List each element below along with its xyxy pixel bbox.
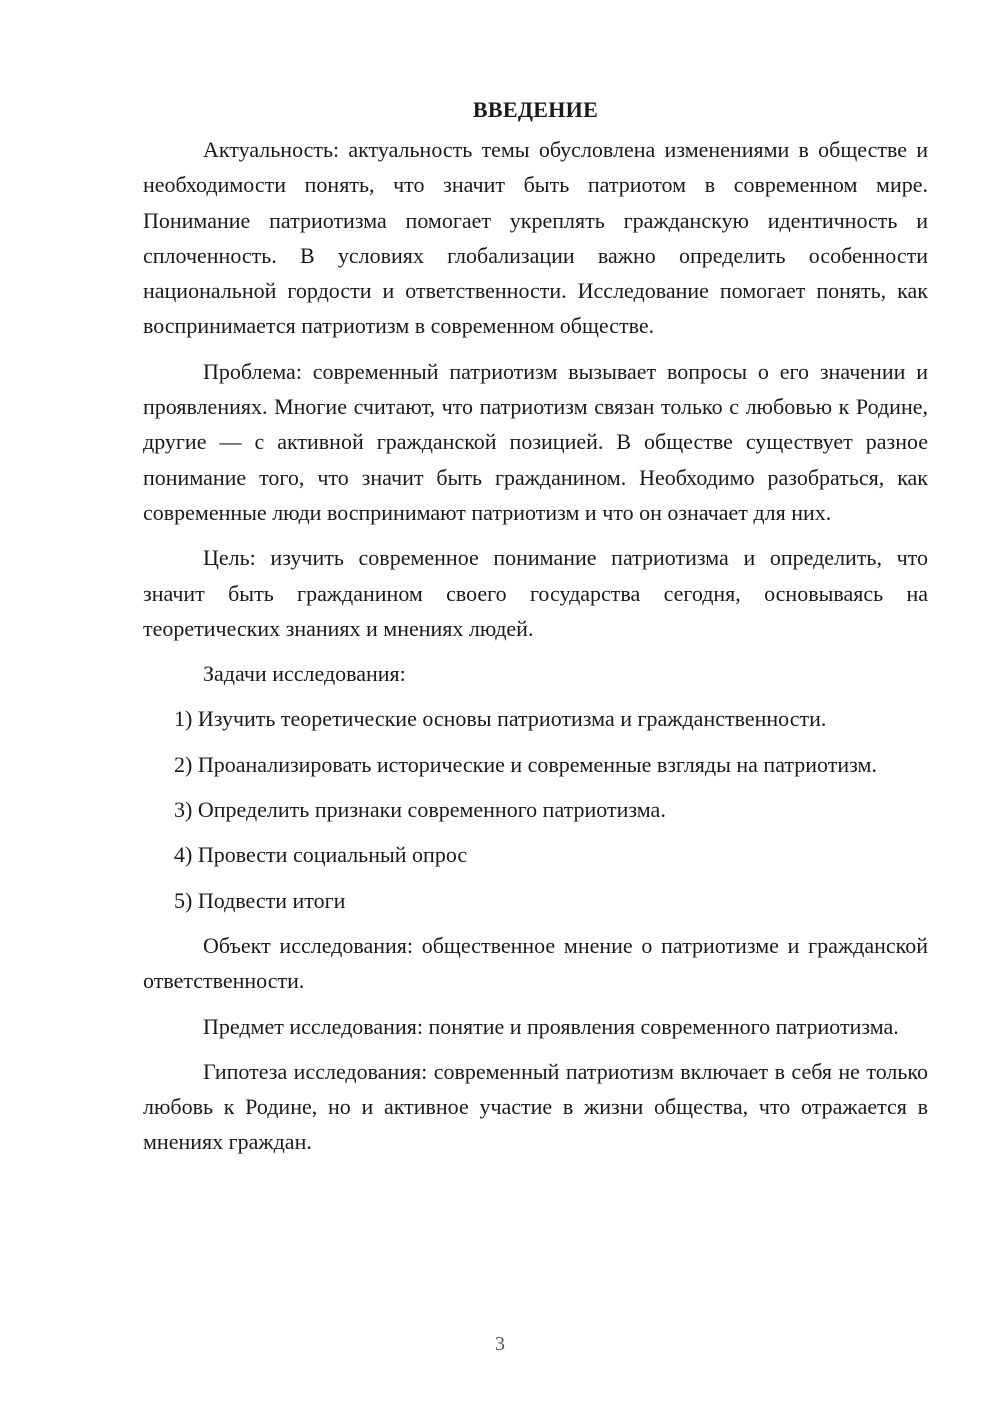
section-title: ВВЕДЕНИЕ — [472, 97, 599, 122]
task-item-5: 5) Подвести итоги — [174, 887, 346, 913]
tasks-heading: Задачи исследования: — [203, 661, 406, 687]
object-paragraph: Объект исследования: общественное мнение о патриотизме и гражданской ответственности. — [143, 932, 928, 994]
subject-paragraph: Предмет исследования: понятие и проявления современного патриотизма. — [203, 1013, 899, 1039]
task-item-1: 1) Изучить теоретические основы патриотизма и гражданственности. — [174, 706, 827, 732]
goal-paragraph: Цель: изучить современное понимание патриотизма и определить, что значит быть гражданином своего государства сегодня, основываясь на теоретических знаниях и мнениях людей. — [143, 545, 928, 641]
page-number: 3 — [495, 1333, 505, 1355]
task-item-3: 3) Определить признаки современного патриотизма. — [174, 797, 666, 823]
relevance-paragraph: Актуальность: актуальность темы обусловлена изменениями в обществе и необходимости понять, что значит быть патриотом в современном мире. Понимание патриотизма помогает укреплять гражданскую идентичность и сплоченность. В условиях глобализации важно определить особенности национальной гордости и ответственности. Исследование помогает понять, как воспринимается патриотизм в современном обществе. — [143, 137, 928, 339]
document-page — [143, 92, 928, 1170]
hypothesis-paragraph: Гипотеза исследования: современный патриотизм включает в себя не только любовь к Родине, но и активное участие в жизни общества, что отражается в мнениях граждан. — [143, 1058, 928, 1155]
problem-paragraph: Проблема: современный патриотизм вызывает вопросы о его значении и проявлениях. Многие считают, что патриотизм связан только с любовью к Родине, другие — с активной гражданской позицией. В обществе существует разное понимание того, что значит быть гражданином. Необходимо разобраться, как современные люди воспринимают патриотизм и что он означает для них. — [143, 358, 928, 525]
task-item-2: 2) Проанализировать исторические и современные взгляды на патриотизм. — [174, 751, 877, 777]
task-item-4: 4) Провести социальный опрос — [174, 842, 468, 868]
